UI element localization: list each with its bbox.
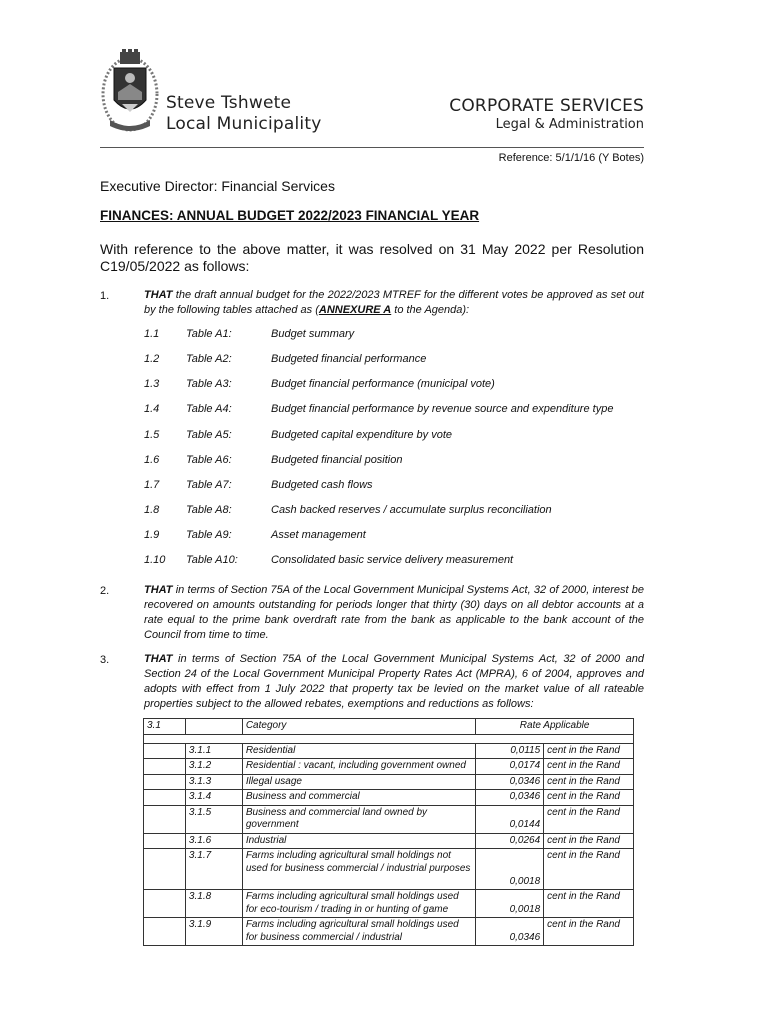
section-number: 3.1: [144, 719, 186, 735]
table-row: 3.1.7 Farms including agricultural small holdings not used for business commercial / industrial purposes 0,0018 cent in the Rand: [144, 849, 634, 890]
list-item: 1.10 Table A10: Consolidated basic service delivery measurement: [144, 554, 514, 566]
table-header-row: [144, 719, 634, 735]
org-name-line1: Steve Tshwete: [166, 93, 292, 113]
item-1-that: THAT: [144, 289, 173, 301]
municipal-crest-logo: [100, 48, 160, 136]
list-item: 1.6 Table A6: Budgeted financial position: [144, 454, 403, 466]
table-row: 3.1.3 Illegal usage 0,0346 cent in the Rand: [144, 774, 634, 790]
list-item: 1.7 Table A7: Budgeted cash flows: [144, 479, 373, 491]
item-2-number: 2.: [100, 585, 110, 597]
category-header: Category: [242, 719, 475, 735]
item-3-that: THAT: [144, 653, 173, 665]
table-row: 3.1.6 Industrial 0,0264 cent in the Rand: [144, 833, 634, 849]
annexure-ref: ANNEXURE A: [318, 304, 392, 316]
list-item: 1.3 Table A3: Budget financial performance (municipal vote): [144, 378, 495, 390]
header-divider: [100, 147, 644, 148]
table-row: 3.1.2 Residential : vacant, including government owned 0,0174 cent in the Rand: [144, 759, 634, 775]
org-name-line2: Local Municipality: [166, 114, 322, 134]
list-item: 1.1 Table A1: Budget summary: [144, 328, 355, 340]
table-row: 3.1.9 Farms including agricultural small holdings used for business commercial / industrial 0,0346 cent in the Rand: [144, 918, 634, 946]
item-2-that: THAT: [144, 584, 173, 596]
list-item: 1.5 Table A5: Budgeted capital expenditure by vote: [144, 429, 453, 441]
list-item: 1.8 Table A8: Cash backed reserves / accumulate surplus reconciliation: [144, 504, 552, 516]
intro-paragraph: With reference to the above matter, it was resolved on 31 May 2022 per Resolution C19/05/2022 as follows:: [100, 241, 644, 274]
item-1-number: 1.: [100, 290, 110, 302]
property-rates-table: [143, 718, 634, 946]
list-item: 1.2 Table A2: Budgeted financial performance: [144, 353, 427, 365]
item-3-text: THAT in terms of Section 75A of the Local Government Municipal Systems Act, 32 of 2000 and Section 24 of the Local Government Municipal Property Rates Act (MPRA), 6 of 2004, approves and adopts with effect from 1 July 2022 that property tax be levied on the market value of all rateable properties subject to the allowed rebates, exemptions and reductions as follows:: [144, 653, 644, 710]
item-2-text: THAT in terms of Section 75A of the Local Government Municipal Systems Act, 32 of 2000, interest be recovered on amounts outstanding for periods longer that thirty (30) days on all debtor accounts at a rate equal to the prime bank overdraft rate from the bank as applicable to the bank account of the Council from time to time.: [144, 584, 644, 641]
department-title: CORPORATE SERVICES: [449, 96, 644, 116]
list-item: 1.4 Table A4: Budget financial performance by revenue source and expenditure type: [144, 403, 614, 415]
table-row: 3.1.8 Farms including agricultural small holdings used for eco-tourism / trading in or hunting of game 0,0018 cent in the Rand: [144, 890, 634, 918]
item-1-text: THAT the draft annual budget for the 2022/2023 MTREF for the different votes be approved as set out by the following tables attached as (ANNEXURE A to the Agenda):: [144, 289, 644, 316]
list-item: 1.9 Table A9: Asset management: [144, 529, 366, 541]
reference-line: Reference: 5/1/1/16 (Y Botes): [498, 152, 644, 164]
table-row: 3.1.5 Business and commercial land owned by government 0,0144 cent in the Rand: [144, 805, 634, 833]
department-subtitle: Legal & Administration: [495, 117, 644, 132]
addressee: Executive Director: Financial Services: [100, 178, 335, 194]
table-row: 3.1.1 Residential 0,0115 cent in the Rand: [144, 743, 634, 759]
rate-header: Rate Applicable: [476, 719, 634, 735]
subject-heading: FINANCES: ANNUAL BUDGET 2022/2023 FINANCIAL YEAR: [100, 208, 480, 223]
item-3-number: 3.: [100, 654, 110, 666]
table-row: 3.1.4 Business and commercial 0,0346 cent in the Rand: [144, 790, 634, 806]
